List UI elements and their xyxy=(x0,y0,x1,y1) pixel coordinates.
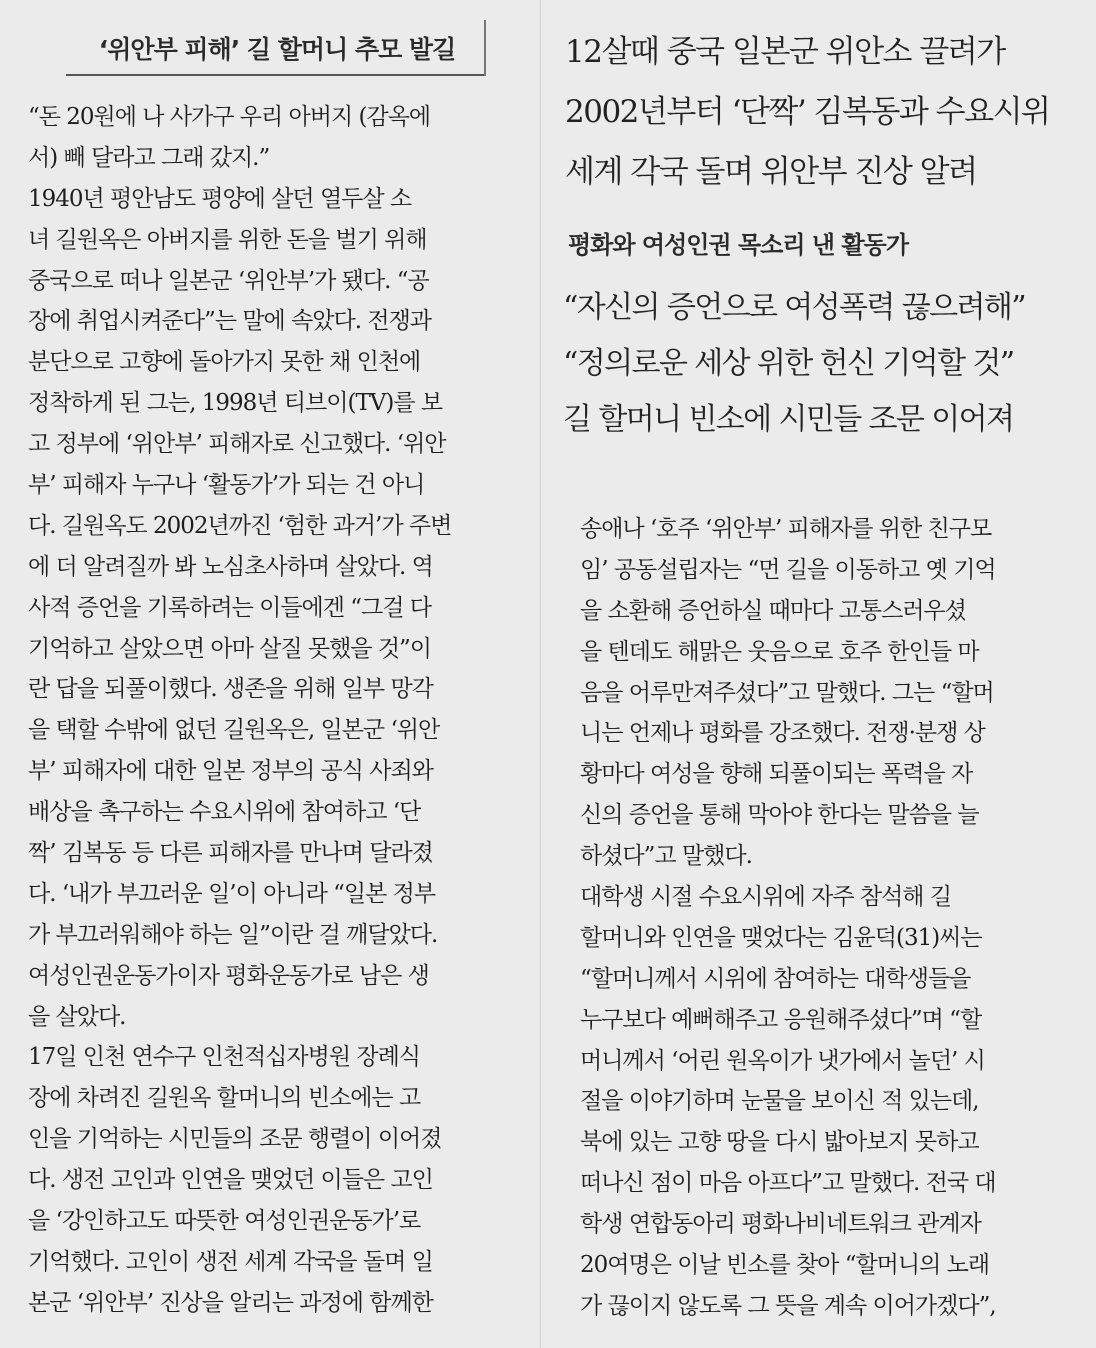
text-line: “할머니께서 시위에 참여하는 대학생들을 xyxy=(580,965,971,992)
text-line: 대학생 시절 수요시위에 자주 참석해 길 xyxy=(580,884,952,911)
text-line: 고 정부에 ‘위안부’ 피해자로 신고했다. ‘위안 xyxy=(28,431,446,458)
subheadline: 세계 각국 돌며 위안부 진상 알려 xyxy=(565,154,977,190)
right-body-text xyxy=(580,509,1072,1327)
text-line: 에 더 알려질까 봐 노심초사하며 살았다. 역 xyxy=(28,553,433,580)
text-line: 을 텐데도 해맑은 웃음으로 호주 한인들 마 xyxy=(580,638,979,665)
text-line: 기억했다. 고인이 생전 세계 각국을 돌며 일 xyxy=(28,1248,433,1275)
text-line: 다. 길원옥도 2002년까진 ‘험한 과거’가 주변 xyxy=(28,512,452,539)
text-line: 북에 있는 고향 땅을 다시 밟아보지 못하고 xyxy=(580,1129,979,1156)
left-body-text xyxy=(28,97,528,1324)
text-line: 서) 빼 달라고 그래 갔지.” xyxy=(28,144,270,171)
deck-line: 길 할머니 빈소에 시민들 조문 이어져 xyxy=(563,402,1014,437)
text-line: 장에 차려진 길원옥 할머니의 빈소에는 고 xyxy=(28,1085,421,1112)
subheadline: 2002년부터 ‘단짝’ 김복동과 수요시위 xyxy=(565,94,1050,130)
text-line: 을 소환해 증언하실 때마다 고통스러우셨 xyxy=(580,597,966,624)
text-line: 할머니와 인연을 맺었다는 김윤덕(31)씨는 xyxy=(580,924,982,951)
text-line: 음을 어루만져주셨다”고 말했다. 그는 “할머 xyxy=(580,679,994,706)
text-line: 임’ 공동설립자는 “먼 길을 이동하고 옛 기억 xyxy=(580,556,996,583)
text-line: 학생 연합동아리 평화나비네트워크 관계자 xyxy=(580,1211,981,1238)
text-line: 을 살았다. xyxy=(28,1003,126,1030)
column-separator xyxy=(540,0,541,1348)
text-line: 20여명은 이날 빈소를 찾아 “할머니의 노래 xyxy=(580,1252,990,1279)
text-line: 부’ 피해자에 대한 일본 정부의 공식 사죄와 xyxy=(28,758,433,785)
text-line: 니는 언제나 평화를 강조했다. 전쟁·분쟁 상 xyxy=(580,720,985,747)
deck-line: “자신의 증언으로 여성폭력 끊으려해” xyxy=(563,290,1025,325)
deck-line: “정의로운 세상 위한 헌신 기억할 것” xyxy=(563,346,1014,381)
text-line: 란 답을 되풀이했다. 생존을 위해 일부 망각 xyxy=(28,676,433,703)
subheadline-block xyxy=(565,22,1085,202)
text-line: 신의 증언을 통해 막아야 한다는 말씀을 늘 xyxy=(580,802,979,829)
text-line: 1940년 평안남도 평양에 살던 열두살 소 xyxy=(28,185,412,212)
deck-block xyxy=(563,280,1088,448)
text-line: 배상을 촉구하는 수요시위에 참여하고 ‘단 xyxy=(28,799,421,826)
column-header: ‘위안부 피해’ 길 할머니 추모 발길 xyxy=(98,35,456,64)
text-line: 기억하고 살았으면 아마 살질 못했을 것”이 xyxy=(28,635,432,662)
text-line: 누구보다 예뻐해주고 응원해주셨다”며 “할 xyxy=(580,1006,982,1033)
text-line: 머니께서 ‘어린 원옥이가 냇가에서 놀던’ 시 xyxy=(580,1047,985,1074)
text-line: 다. 생전 고인과 인연을 맺었던 이들은 고인 xyxy=(28,1167,433,1194)
text-line: 가 끊이지 않도록 그 뜻을 계속 이어가겠다”, xyxy=(580,1292,996,1319)
text-line: 정착하게 된 그는, 1998년 티브이(TV)를 보 xyxy=(28,390,443,417)
text-line: 떠나신 점이 마음 아프다”고 말했다. 전국 대 xyxy=(580,1170,996,1197)
text-line: 본군 ‘위안부’ 진상을 알리는 과정에 함께한 xyxy=(28,1289,433,1316)
text-line: 가 부끄러워해야 하는 일”이란 걸 깨달았다. xyxy=(28,921,438,948)
text-line: 여성인권운동가이자 평화운동가로 남은 생 xyxy=(28,962,429,989)
text-line: 장에 취업시켜준다”는 말에 속았다. 전쟁과 xyxy=(28,308,432,335)
text-line: 부’ 피해자 누구나 ‘활동가’가 되는 건 아니 xyxy=(28,472,425,499)
text-line: 을 ‘강인하고도 따뜻한 여성인권운동가’로 xyxy=(28,1208,421,1235)
text-line: 절을 이야기하며 눈물을 보이신 적 있는데, xyxy=(580,1088,979,1115)
subheadline: 12살때 중국 일본군 위안소 끌려가 xyxy=(565,34,1005,70)
text-line: 하셨다”고 말했다. xyxy=(580,843,752,870)
text-line: 송애나 ‘호주 ‘위안부’ 피해자를 위한 친구모 xyxy=(580,516,992,542)
text-line: 중국으로 떠나 일본군 ‘위안부’가 됐다. “공 xyxy=(28,267,429,294)
section-kicker: 평화와 여성인권 목소리 낸 활동가 xyxy=(568,231,908,259)
text-line: 녀 길원옥은 아버지를 위한 돈을 벌기 위해 xyxy=(28,226,427,253)
text-line: 다. ‘내가 부끄러운 일’이 아니라 “일본 정부 xyxy=(28,880,436,907)
text-line: 인을 기억하는 시민들의 조문 행렬이 이어졌 xyxy=(28,1126,442,1153)
header-edge-rule xyxy=(484,20,486,76)
text-line: “돈 20원에 나 사가구 우리 아버지 (감옥에 xyxy=(28,104,431,130)
text-line: 분단으로 고향에 돌아가지 못한 채 인천에 xyxy=(28,349,421,376)
header-underline xyxy=(66,74,486,76)
text-line: 17일 인천 연수구 인천적십자병원 장례식 xyxy=(28,1044,420,1071)
text-line: 을 택할 수밖에 없던 길원옥은, 일본군 ‘위안 xyxy=(28,717,440,744)
text-line: 사적 증언을 기록하려는 이들에겐 “그걸 다 xyxy=(28,594,432,621)
text-line: 짝’ 김복동 등 다른 피해자를 만나며 달라졌 xyxy=(28,840,433,867)
text-line: 황마다 여성을 향해 되풀이되는 폭력을 자 xyxy=(580,761,973,788)
